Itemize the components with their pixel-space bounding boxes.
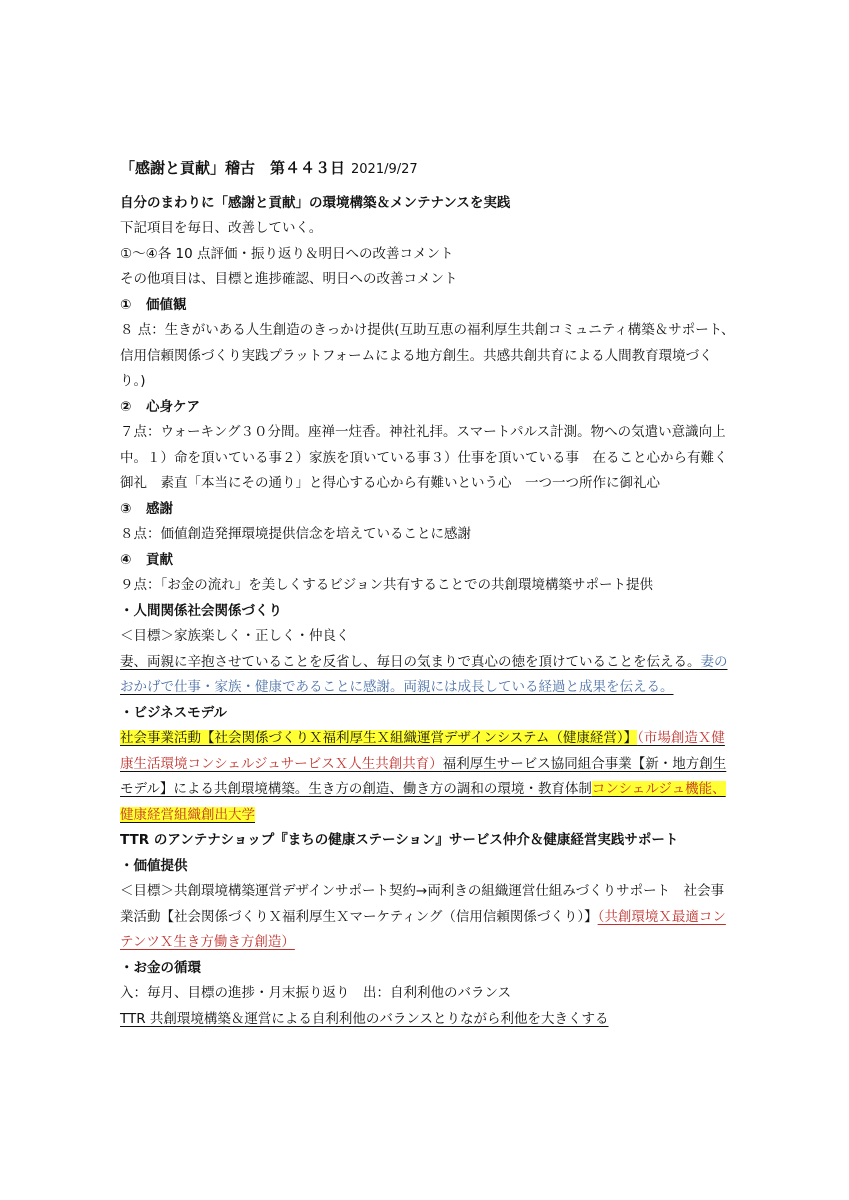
value-text-red: （共創環境Ｘ最適コンテンツＸ生き方働き方創造） — [120, 908, 726, 950]
item-text: ９点：「お金の流れ」を美しくするビジョン共有することでの共創環境構築サポート提供 — [120, 577, 653, 593]
item-label: 価値観 — [146, 296, 187, 313]
money-line: TTR 共創環境構築＆運営による自利利他のバランスとりながら利他を大きくする — [120, 1010, 609, 1027]
document-body — [120, 156, 735, 1032]
item-number: ① — [120, 296, 132, 313]
item-heading — [120, 497, 735, 523]
ttr-line: TTR のアンテナショップ『まちの健康ステーション』サービス仲介＆健康経営実践サポート — [120, 832, 679, 848]
business-red: （市場創造Ｘ健康生活環境コンシェルジュサービスＸ人生共創共育） — [120, 730, 725, 772]
item-text: ７点：ウォーキング３０分間。座禅一炷香。神社礼拝。スマートパルス計測。物への気遣い意識向上中。１）命を頂いている事２）家族を頂いている事３）仕事を頂いている事 在ること心から有難く御礼 素直「本当にその通り」と得心する心から有難いという心 一つ一つ所作に御礼心 — [120, 424, 728, 491]
intro-line: 下記項目を毎日、改善していく。 — [120, 220, 323, 236]
title-date: 2021/9/27 — [351, 162, 418, 177]
item-number: ② — [120, 398, 132, 415]
section-heading: 自分のまわりに「感謝と貢献」の環境構築＆メンテナンスを実践 — [120, 194, 511, 211]
value-text — [120, 879, 735, 956]
intro-line: ①～④各 10 点評価・振り返り＆明日への改善コメント — [120, 245, 454, 262]
money-heading: ・お金の循環 — [120, 959, 201, 976]
business-highlight: 社会事業活動【社会関係づくりＸ福利厚生Ｘ組織運営デザインシステム（健康経営）】 — [120, 730, 638, 746]
relations-text-main: 妻、両親に辛抱させていることを反省し、毎日の気まりで真心の徳を頂けていることを伝える。 — [120, 653, 701, 670]
page-title — [120, 156, 735, 183]
item-text: ８点：価値創造発揮環境提供信念を培えていることに感謝 — [120, 526, 471, 542]
relations-heading: ・人間関係社会関係づくり — [120, 602, 282, 619]
intro-line: その他項目は、目標と進捗確認、明日への改善コメント — [120, 271, 458, 287]
item-label: 貢献 — [146, 551, 173, 568]
item-number: ③ — [120, 500, 132, 517]
business-highlight-red: コンシェルジュ機能、健康経営組織創出大学 — [120, 781, 726, 823]
money-line: 入：毎月、目標の進捗・月末振り返り 出：自利利他のバランス — [120, 985, 512, 1001]
value-heading: ・価値提供 — [120, 857, 188, 874]
value-text-main: ＜目標＞共創環境構築運営デザインサポート契約→両利きの組織運営仕組みづくりサポート 社会事業活動【社会関係づくりＸ福利厚生Ｘマーケティング（信用信頼関係づくり）】 — [120, 883, 725, 925]
item-label: 感謝 — [146, 500, 173, 517]
item-text: ８ 点：生きがいある人生創造のきっかけ提供(互助互恵の福利厚生共創コミュニティ構築＆サポート、信用信頼関係づくり実践プラットフォームによる地方創生。共感共創共育による人間教育環境づくり。) — [120, 322, 735, 389]
business-heading: ・ビジネスモデル — [120, 704, 227, 721]
business-main: 福利厚生サービス協同組合事業【新・地方創生モデル】による共創環境構築。生き方の創造、働き方の調和の環境・教育体制 — [120, 755, 727, 797]
item-number: ④ — [120, 551, 132, 568]
business-text — [120, 726, 735, 828]
relations-text — [120, 650, 735, 701]
item-heading — [120, 548, 735, 574]
relations-text-blue: 妻のおかげで仕事・家族・健康であることに感謝。両親には成長している経過と成果を伝える。 — [120, 653, 728, 695]
title-main: 「感謝と貢献」稽古 第４４３日 — [120, 159, 346, 177]
item-heading — [120, 293, 735, 319]
relations-goal: ＜目標＞家族楽しく・正しく・仲良く — [120, 628, 350, 644]
item-heading — [120, 395, 735, 421]
item-label: 心身ケア — [146, 398, 200, 415]
